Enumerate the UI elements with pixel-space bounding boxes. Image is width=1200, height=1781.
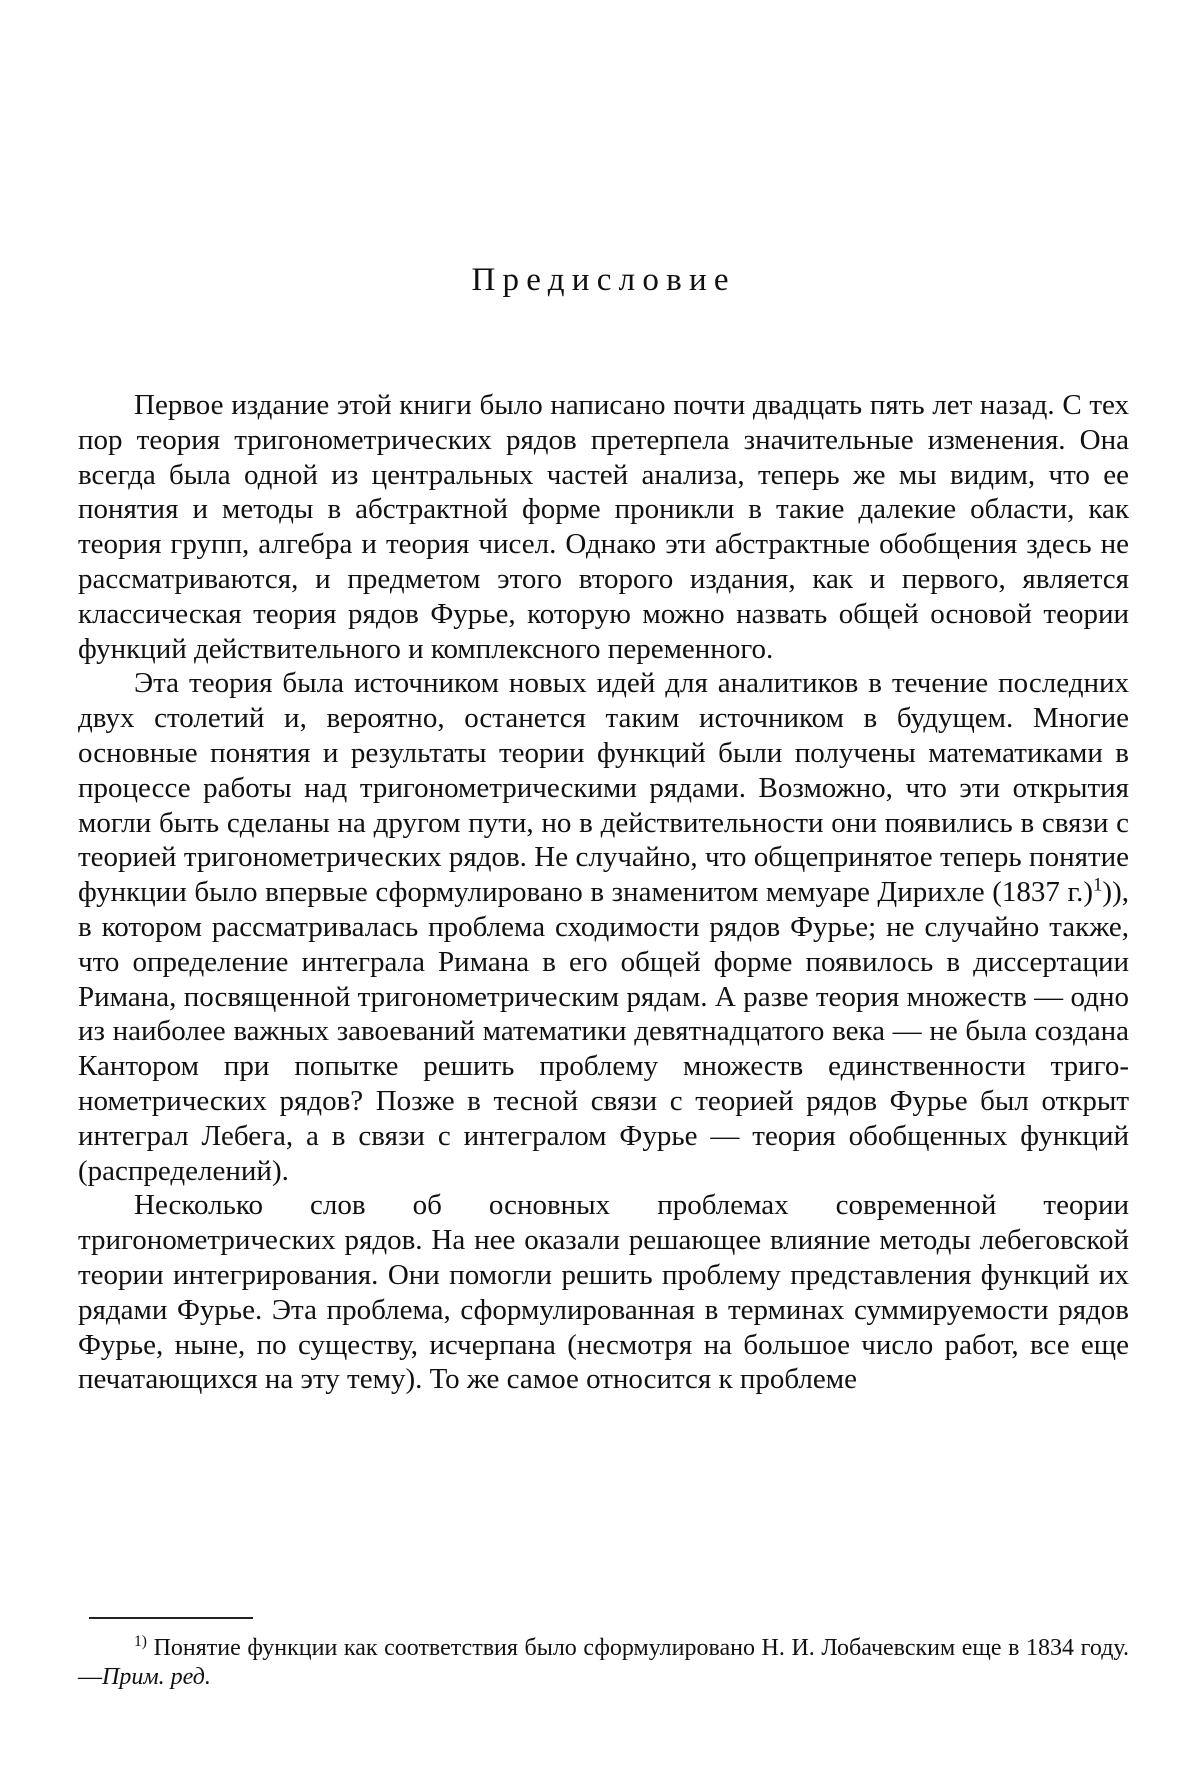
paragraph-2-continuation: ), в котором рассматривалась проблема сходимости рядов Фурье; не случайно также, что определение интеграла Римана в его общей форме появилось в диссертации Римана, посвященной тригонометрическим рядам. А разве теория множеств — одно из наиболее важных завоеваний математики девятнадцатого века — не была создана Кантором при попытке решить проблему множеств единственности тригонометрических рядов? Позже в тесной связи с теорией рядов Фурье был открыт интеграл Лебега, а в связи с интегралом Фурье — теория обобщенных функций (распределений). [78, 876, 1129, 1187]
footnote-reference: 1 [1092, 874, 1103, 896]
footnote-marker: 1) [134, 1633, 147, 1650]
paragraph-1: Первое издание этой книги было написано почти двадцать пять лет назад. С тех пор теория тригонометрических рядов претерпела значительные изменения. Она всегда была одной из центральных частей анализа, теперь же мы видим, что ее понятия и методы в абстрактной форме проникли в такие далекие области, как теория групп, алгебра и теория чисел. Однако эти абстрактные обобщения здесь не рассматриваются, и предметом этого второго издания, как и первого, является классическая теория рядов Фурье, которую можно назвать общей основой теории функций действительного и комплексного переменного. [78, 389, 1129, 665]
paragraph-2: Эта теория была источником новых идей для аналитиков в течение последних двух столетий и, вероятно, останется таким источником в будущем. Многие основные понятия и результаты теории функций были получены математиками в процессе работы над тригонометрическими рядами. Возможно, что эти открытия могли быть сделаны на другом пути, но в действительности они появились в связи с теорией тригонометрических рядов. Не случайно, что общепринятое теперь понятие функции было впервые сформулировано в знаменитом мемуаре Дирихле (1837 г.)$^1$)), в котором рассматривалась проблема сходимости рядов Фурье; не случайно также, что определение интеграла Римана в его общей форме появилось в диссертации Римана, посвященной тригонометрическим рядам. А разве теория множеств — одно из наиболее важных завоеваний математики девятнадцатого века — не была создана Кантором при попытке решить проблему множеств единственности тригонометрических рядов? Позже в тесной связи с теорией рядов Фурье был открыт интеграл Лебега, а в связи с интегралом Фурье — теория обобщенных функций (распределений). [78, 667, 1129, 1187]
editor-note: Прим. ред. [102, 1664, 211, 1690]
footnote-divider [89, 1617, 253, 1619]
page-title: Предисловие [471, 262, 736, 298]
footnote-text: Понятие функции как соответствия было сформулировано Н. И. Лобачевским еще в 1834 году.— [78, 1635, 1129, 1690]
paragraph-3: Несколько слов об основных проблемах современной теории тригонометрических рядов. На нее оказали решающее влияние методы лебеговской теории интегрирования. Они помогли решить проблему представления функций их рядами Фурье. Эта проблема, сформулированная в терминах суммируемости рядов Фурье, ныне, по существу, исчерпана (несмотря на большое число работ, все еще печатающихся на эту тему). То же самое относится к проблеме [78, 1189, 1129, 1396]
paragraph-2-text: Эта теория была источником новых идей для аналитиков в течение последних двух столетий и, вероятно, останется таким источником в будущем. Многие основные понятия и результаты теории функций были получены математиками в процессе работы над тригонометрическими рядами. Возможно, что эти открытия могли быть сделаны на другом пути, но в действительности они появились в связи с теорией тригонометрических рядов. Не случайно, что общепринятое теперь понятие функции было впервые сформулировано в знаменитом мемуаре Дирихле (1837 г.) [78, 667, 1129, 909]
footnote [78, 1634, 1129, 1692]
preface-body [78, 388, 1129, 1397]
